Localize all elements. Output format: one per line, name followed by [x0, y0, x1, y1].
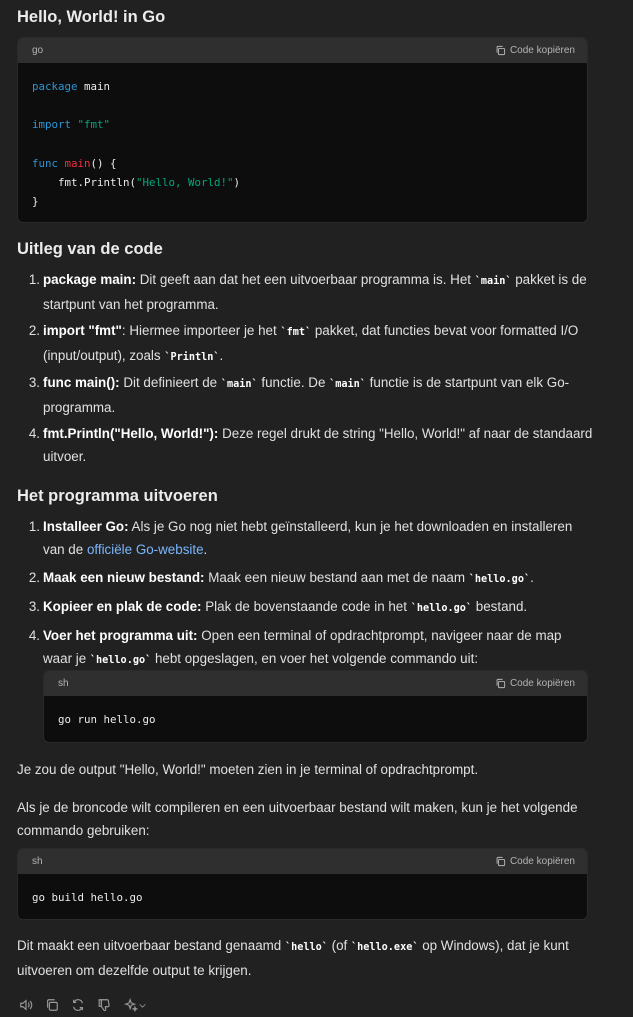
copy-code-label: Code kopiëren	[509, 45, 575, 56]
code-language: sh	[32, 856, 43, 867]
paragraph-compile: Als je de broncode wilt compileren en een uitvoerbaar bestand wilt maken, kun je het volgende commando gebruiken:	[17, 800, 578, 838]
list-text: functie. De	[257, 375, 330, 390]
code-line	[32, 115, 573, 134]
list-number: 2.	[28, 570, 40, 585]
copy-icon	[45, 998, 59, 1012]
inline-code: `main`	[474, 276, 512, 287]
inline-code: `Println`	[164, 352, 220, 363]
code-text: }	[32, 195, 39, 209]
copy-icon	[495, 856, 506, 867]
list-text: Als je Go nog niet hebt geïnstalleerd, kun je het downloaden en installeren van de	[43, 519, 573, 557]
copy-code-label: Code kopiëren	[509, 856, 575, 867]
code-text: main	[77, 80, 111, 93]
code-line	[32, 154, 573, 173]
list-text: Dit definieert de	[119, 375, 221, 390]
code-line	[32, 135, 573, 154]
list-text: bestand.	[472, 599, 528, 614]
list-text: pakket is de startpunt van het programma.	[43, 272, 587, 312]
list-text: Maak een nieuw bestand aan met de naam	[204, 570, 469, 585]
list-bold: Maak een nieuw bestand:	[43, 570, 205, 585]
list-bold: Installeer Go:	[43, 519, 129, 534]
list-text: .	[219, 348, 224, 363]
inline-code: `hello.go`	[410, 603, 473, 614]
list-bold: import "fmt"	[43, 323, 122, 338]
copy-code-button[interactable]	[495, 45, 575, 56]
list-number: 4.	[28, 628, 40, 643]
regenerate-button[interactable]	[70, 997, 86, 1013]
inline-code: `hello`	[284, 942, 328, 953]
code-text: )	[233, 175, 241, 189]
list-text: .	[203, 542, 208, 557]
list-bold: Voer het programma uit:	[43, 628, 198, 643]
code-language: go	[32, 45, 44, 56]
code-header	[18, 849, 587, 874]
message-actions	[18, 997, 148, 1013]
code-string: "Hello, World!"	[136, 175, 234, 189]
inline-code: `fmt`	[280, 327, 312, 338]
code-header	[44, 671, 587, 696]
code-keyword: func	[32, 156, 59, 170]
list-bold: fmt.Println("Hello, World!"):	[43, 426, 219, 441]
paragraph-output: Je zou de output "Hello, World!" moeten zien in je terminal of opdrachtprompt.	[17, 762, 479, 777]
thumbs-down-icon	[97, 998, 111, 1012]
copy-button[interactable]	[44, 997, 60, 1013]
copy-code-label: Code kopiëren	[509, 678, 575, 689]
copy-code-button[interactable]	[495, 856, 575, 867]
read-aloud-button[interactable]	[18, 997, 34, 1013]
code-content: go build hello.go	[32, 891, 143, 904]
code-line	[32, 77, 573, 96]
list-text: Deze regel drukt de string "Hello, World!" af naar de standaard uitvoer.	[43, 426, 593, 464]
code-content	[18, 63, 587, 223]
code-header	[18, 38, 587, 63]
code-line	[32, 96, 573, 115]
list-number: 3.	[28, 599, 40, 614]
code-line	[32, 173, 573, 192]
para-text: Dit maakt een uitvoerbaar bestand genaamd	[17, 938, 285, 953]
list-text: Plak de bovenstaande code in het	[201, 599, 411, 614]
code-function: main	[64, 156, 91, 170]
list-number: 3.	[28, 375, 40, 390]
code-language: sh	[58, 678, 69, 689]
code-block-sh-run	[43, 670, 588, 743]
heading-uitleg: Uitleg van de code	[17, 240, 163, 258]
code-block-sh-build	[17, 848, 588, 920]
inline-code: `hello.go`	[468, 574, 531, 585]
code-keyword: package	[32, 80, 78, 93]
code-block-go	[17, 37, 588, 223]
heading-programma-uitvoeren: Het programma uitvoeren	[17, 487, 218, 505]
chevron-down-icon	[138, 1001, 147, 1010]
list-text: : Hiermee importeer je het	[121, 323, 281, 338]
code-text: fmt.Println(	[32, 175, 137, 189]
regenerate-icon	[71, 998, 85, 1012]
list-text: .	[530, 570, 534, 585]
copy-icon	[495, 45, 506, 56]
copy-code-button[interactable]	[495, 678, 575, 689]
go-website-link[interactable]: officiële Go-website	[86, 542, 204, 557]
list-text: hebt opgeslagen, en voer het volgende commando uit:	[151, 651, 479, 666]
list-bold: Kopieer en plak de code:	[43, 599, 202, 614]
list-text: Open een terminal of opdrachtprompt, navigeer naar de map waar je	[43, 628, 562, 666]
code-string: "fmt"	[77, 118, 111, 132]
list-number: 1.	[28, 519, 40, 534]
code-content: go run hello.go	[58, 713, 156, 726]
code-line	[32, 192, 573, 211]
list-bold: package main:	[43, 272, 137, 287]
list-bold: func main():	[43, 375, 120, 390]
list-number: 1.	[28, 272, 40, 287]
list-text: pakket, dat functies bevat voor formatted I/O (input/output), zoals	[43, 323, 579, 363]
heading-hello-world: Hello, World! in Go	[17, 8, 166, 26]
copy-icon	[495, 678, 506, 689]
read-aloud-icon	[19, 998, 33, 1012]
para-text: op Windows), dat je kunt uitvoeren om dezelfde output te krijgen.	[17, 938, 569, 978]
sparkle-model-icon	[124, 998, 138, 1012]
inline-code: `main`	[220, 379, 258, 390]
para-text: (of	[327, 938, 351, 953]
code-keyword: import	[32, 118, 72, 132]
inline-code: `hello.go`	[89, 655, 152, 666]
inline-code: `main`	[329, 379, 366, 390]
paragraph-result	[17, 934, 597, 982]
list-number: 4.	[28, 426, 40, 441]
list-text: Dit geeft aan dat het een uitvoerbaar programma is. Het	[136, 272, 475, 287]
thumbs-down-button[interactable]	[96, 997, 112, 1013]
list-number: 2.	[28, 323, 40, 338]
model-switch-button[interactable]	[122, 997, 148, 1013]
list-text: functie is de startpunt van elk Go-programma.	[43, 375, 570, 415]
inline-code: `hello.exe`	[351, 942, 419, 953]
code-text: () {	[90, 156, 117, 170]
